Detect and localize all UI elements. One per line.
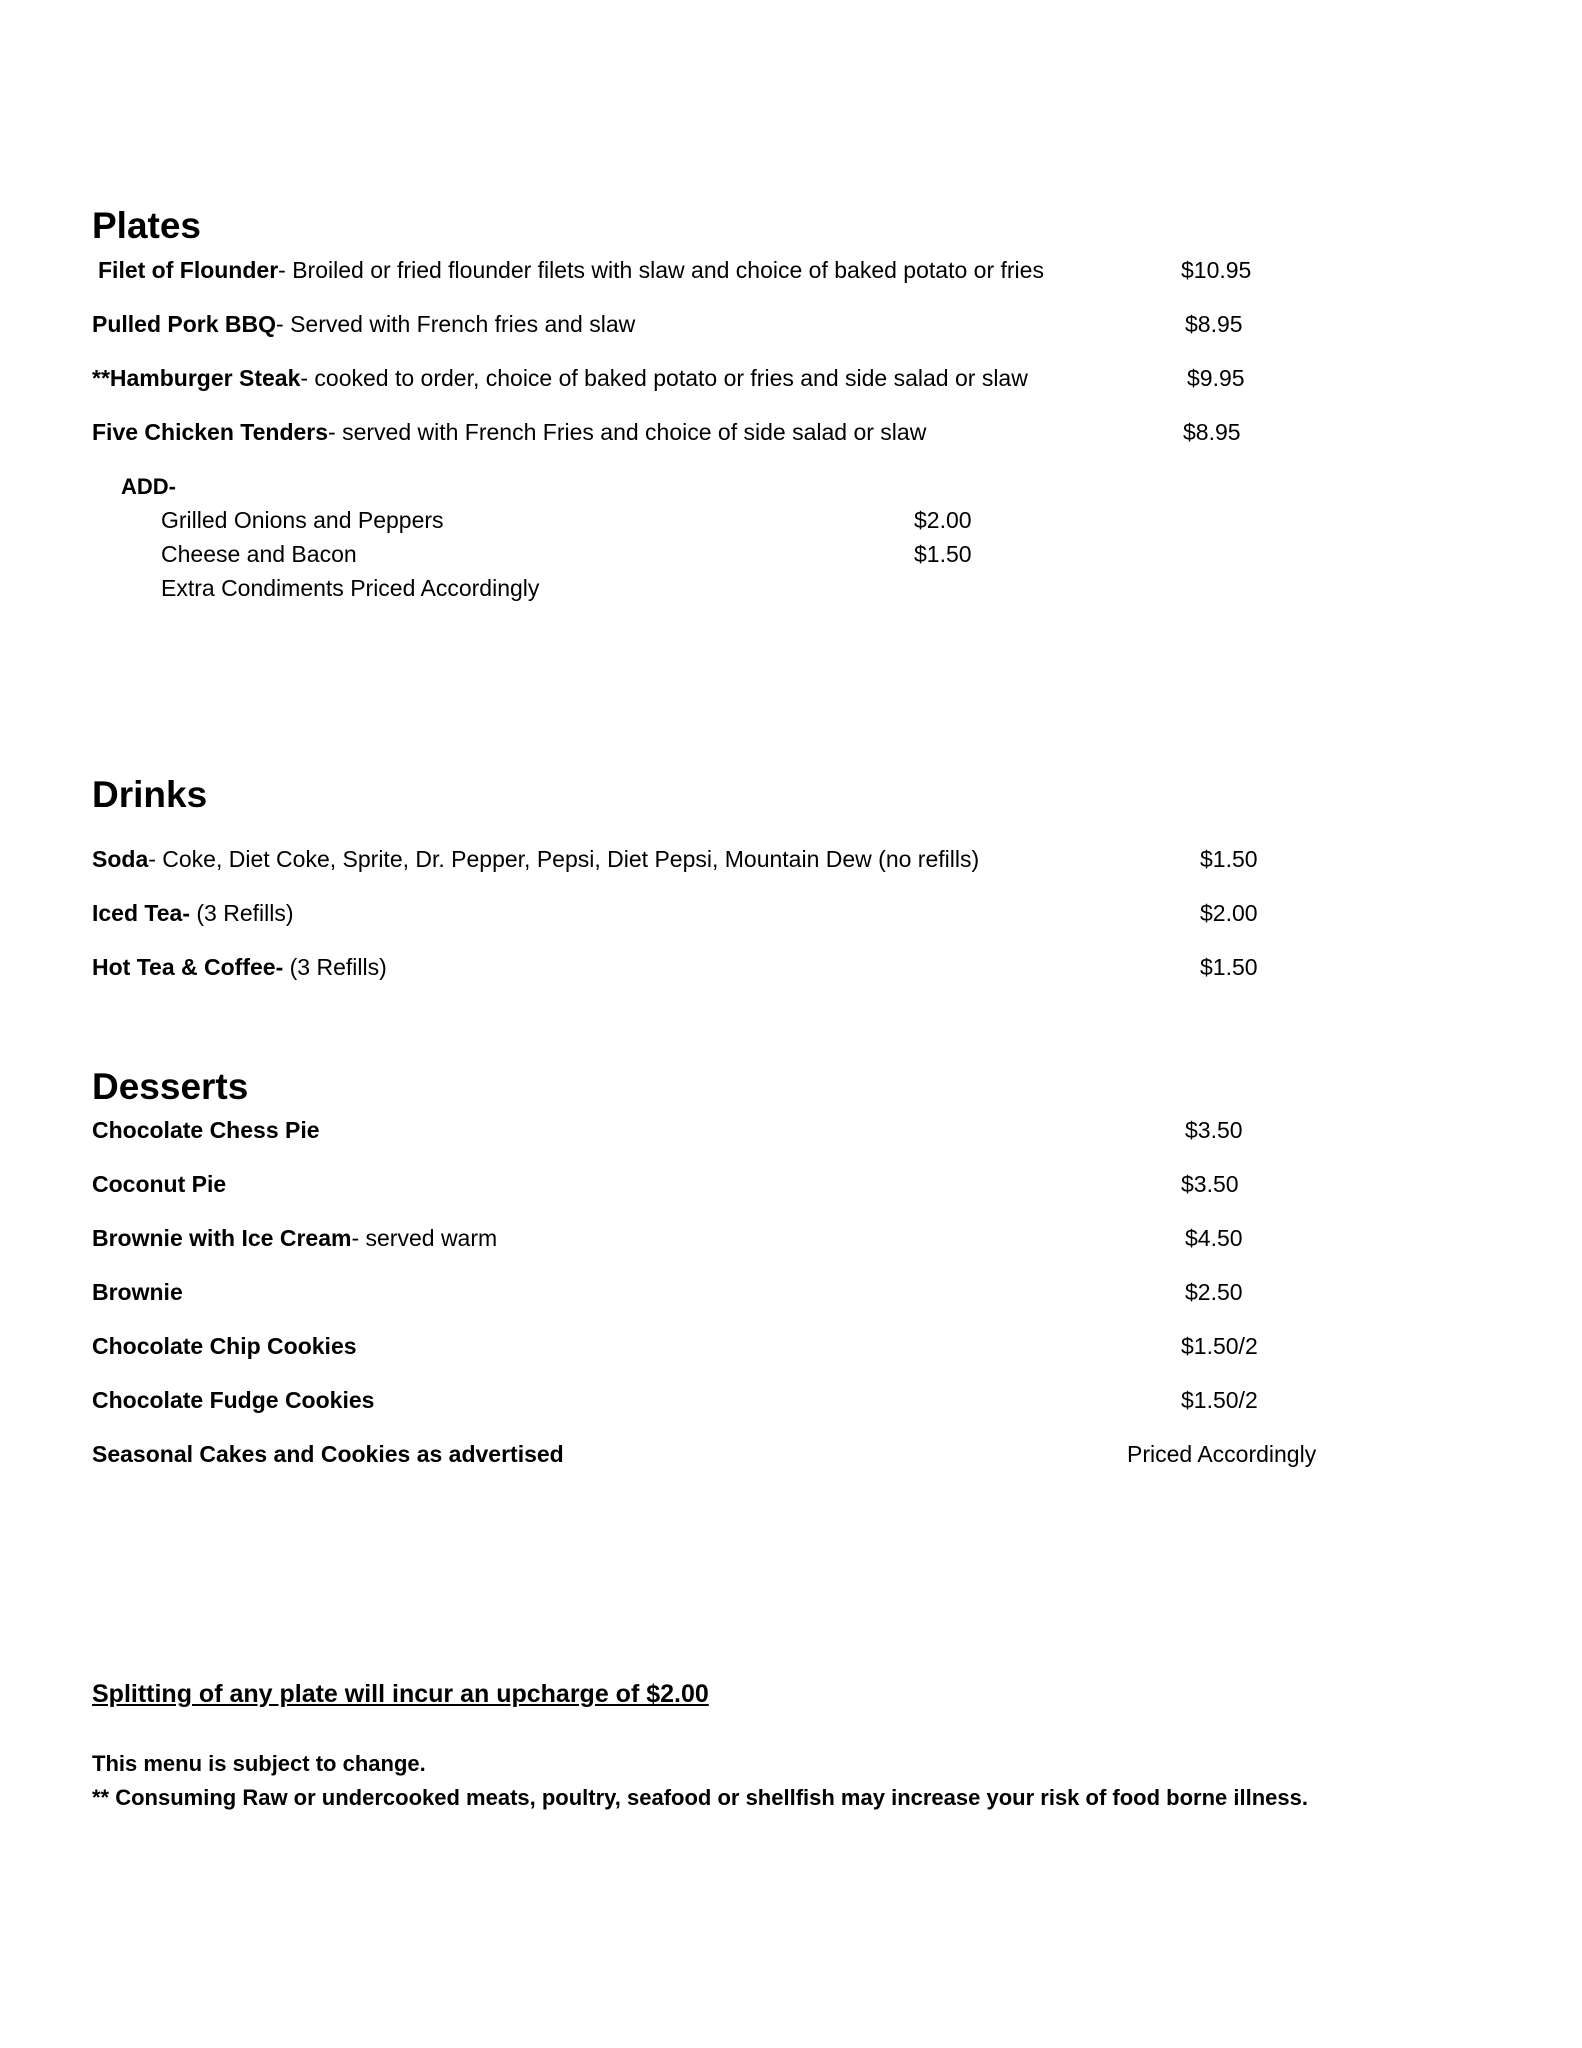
item-name: Coconut Pie bbox=[92, 1171, 227, 1197]
item-name: Iced Tea- bbox=[92, 900, 190, 926]
add-on-cheese-bacon: Cheese and Bacon bbox=[161, 541, 357, 567]
menu-item-brownie bbox=[92, 1279, 183, 1306]
item-desc: - served with French Fries and choice of side salad or slaw bbox=[328, 419, 927, 445]
item-desc: - Coke, Diet Coke, Sprite, Dr. Pepper, Pepsi, Diet Pepsi, Mountain Dew (no refills) bbox=[148, 846, 980, 872]
menu-item-pulled-pork-bbq bbox=[92, 311, 635, 338]
item-price: $1.50/2 bbox=[1181, 1333, 1258, 1359]
item-price: $9.95 bbox=[1187, 365, 1245, 391]
item-price: $1.50/2 bbox=[1181, 1387, 1258, 1413]
item-name: Seasonal Cakes and Cookies as advertised bbox=[92, 1441, 564, 1467]
item-name: Filet of Flounder bbox=[98, 257, 279, 283]
item-name: **Hamburger Steak bbox=[92, 365, 301, 391]
item-desc: - Served with French fries and slaw bbox=[276, 311, 636, 337]
item-price: $8.95 bbox=[1185, 311, 1243, 337]
item-price: $2.50 bbox=[1185, 1279, 1243, 1305]
item-desc: (3 Refills) bbox=[190, 900, 294, 926]
add-on-grilled-onions: Grilled Onions and Peppers bbox=[161, 507, 444, 533]
add-on-extra-condiments: Extra Condiments Priced Accordingly bbox=[161, 575, 540, 601]
item-name: Soda bbox=[92, 846, 149, 872]
menu-item-hot-tea-coffee bbox=[92, 954, 387, 981]
item-price: Priced Accordingly bbox=[1127, 1441, 1317, 1467]
menu-item-hamburger-steak bbox=[92, 365, 1028, 392]
item-name: Chocolate Fudge Cookies bbox=[92, 1387, 375, 1413]
menu-item-chocolate-chip-cookies bbox=[92, 1333, 357, 1360]
item-desc: - Broiled or fried flounder filets with slaw and choice of baked potato or fries bbox=[278, 257, 1044, 283]
item-name: Five Chicken Tenders bbox=[92, 419, 329, 445]
item-price: $4.50 bbox=[1185, 1225, 1243, 1251]
item-price: $3.50 bbox=[1181, 1171, 1239, 1197]
add-on-price: $1.50 bbox=[914, 541, 972, 567]
item-price: $2.00 bbox=[1200, 900, 1258, 926]
item-name: Chocolate Chip Cookies bbox=[92, 1333, 357, 1359]
menu-item-five-chicken-tenders bbox=[92, 419, 926, 446]
item-name: Chocolate Chess Pie bbox=[92, 1117, 320, 1143]
item-desc: - served warm bbox=[351, 1225, 498, 1251]
splitting-notice: Splitting of any plate will incur an upcharge of $2.00 bbox=[92, 1680, 709, 1708]
item-price: $1.50 bbox=[1200, 846, 1258, 872]
item-name: Hot Tea & Coffee- bbox=[92, 954, 284, 980]
item-price: $3.50 bbox=[1185, 1117, 1243, 1143]
raw-food-warning: ** Consuming Raw or undercooked meats, poultry, seafood or shellfish may increase your risk of food borne illness. bbox=[92, 1785, 1308, 1810]
menu-item-seasonal-cakes bbox=[92, 1441, 564, 1468]
menu-item-brownie-ice-cream bbox=[92, 1225, 497, 1252]
item-desc: - cooked to order, choice of baked potato or fries and side salad or slaw bbox=[300, 365, 1028, 391]
item-desc: (3 Refills) bbox=[283, 954, 387, 980]
menu-item-soda bbox=[92, 846, 979, 873]
item-name: Brownie with Ice Cream bbox=[92, 1225, 352, 1251]
item-price: $10.95 bbox=[1181, 257, 1252, 283]
menu-item-chocolate-chess-pie bbox=[92, 1117, 320, 1144]
plates-heading: Plates bbox=[92, 205, 202, 246]
menu-item-iced-tea bbox=[92, 900, 294, 927]
add-label: ADD- bbox=[121, 474, 176, 499]
add-on-price: $2.00 bbox=[914, 507, 972, 533]
menu-change-notice: This menu is subject to change. bbox=[92, 1751, 426, 1776]
menu-item-coconut-pie bbox=[92, 1171, 226, 1198]
item-name: Pulled Pork BBQ bbox=[92, 311, 277, 337]
menu-item-filet-of-flounder bbox=[98, 257, 1044, 284]
drinks-heading: Drinks bbox=[92, 774, 208, 815]
item-price: $8.95 bbox=[1183, 419, 1241, 445]
item-name: Brownie bbox=[92, 1279, 183, 1305]
menu-item-chocolate-fudge-cookies bbox=[92, 1387, 374, 1414]
desserts-heading: Desserts bbox=[92, 1066, 249, 1107]
item-price: $1.50 bbox=[1200, 954, 1258, 980]
